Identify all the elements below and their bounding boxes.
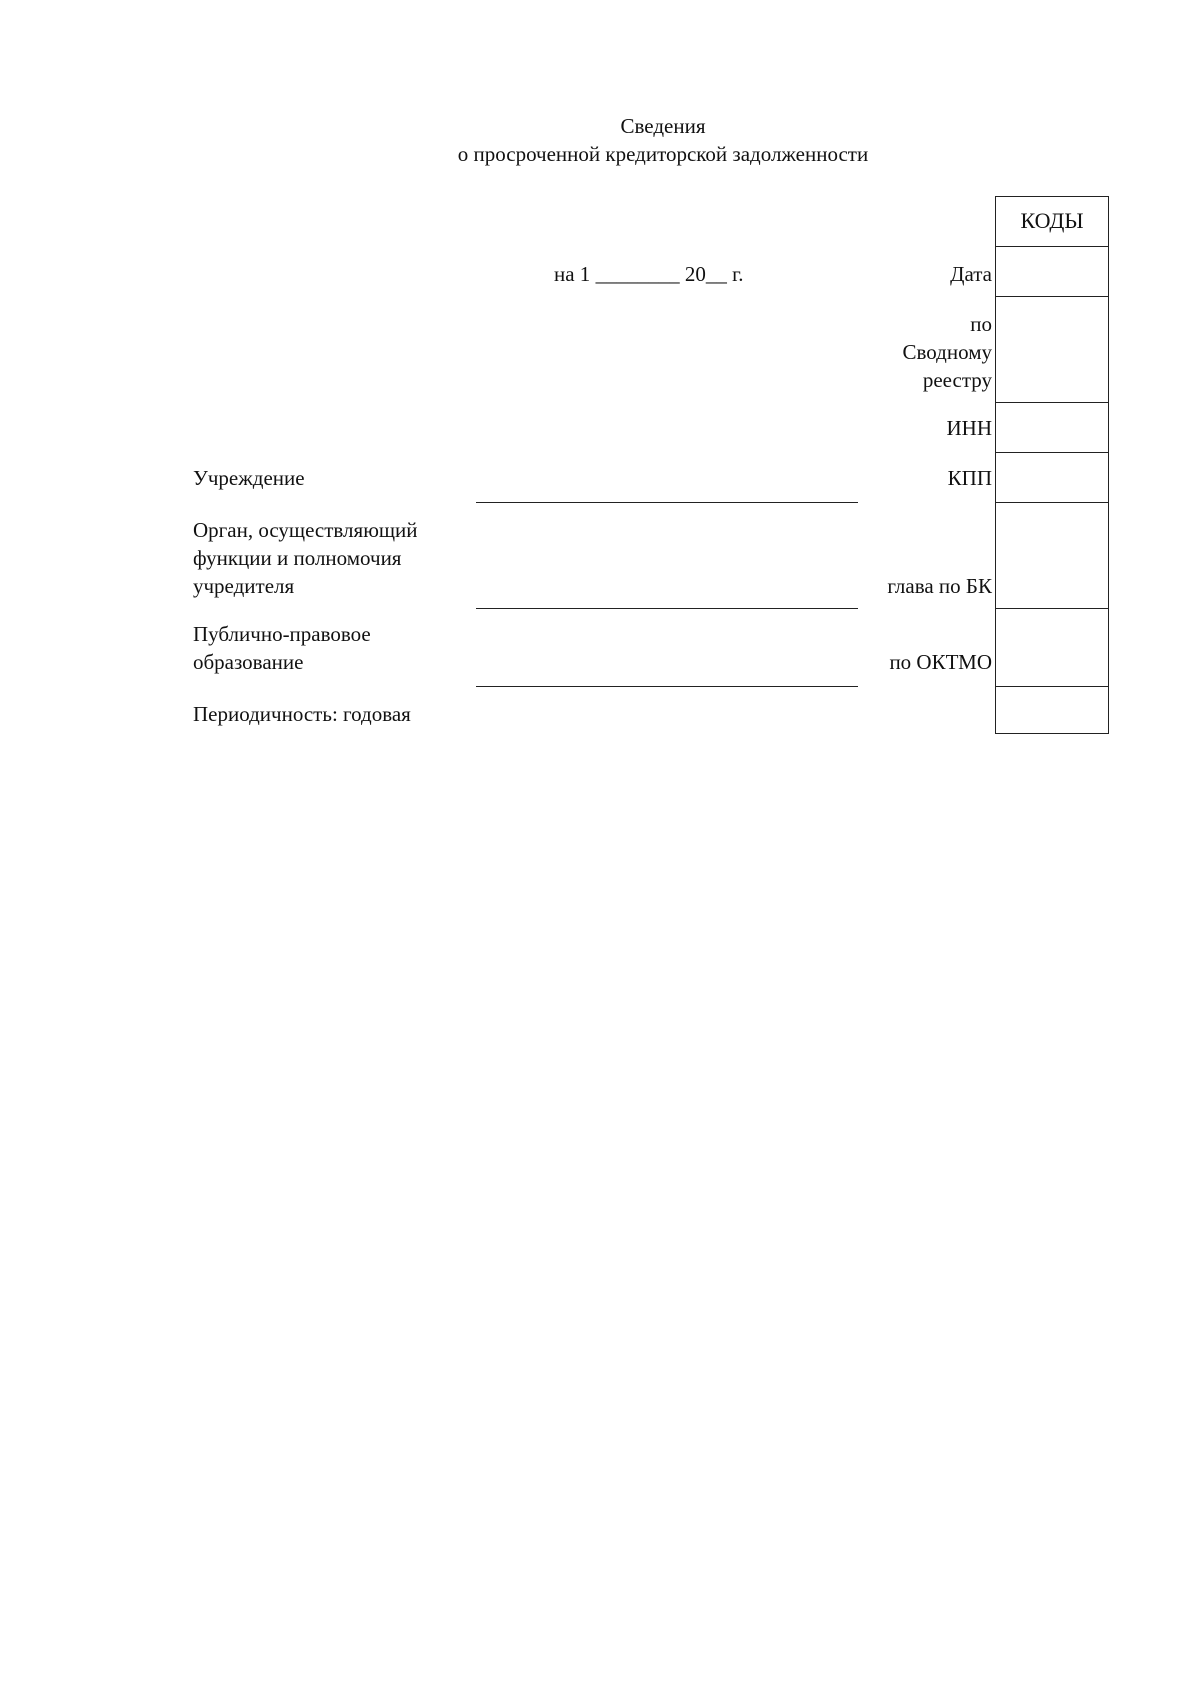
- codes-table: [995, 196, 1109, 734]
- code-cell-inn[interactable]: [996, 403, 1108, 453]
- code-cell-periodicity[interactable]: [996, 687, 1108, 733]
- label-institution: Учреждение: [193, 466, 305, 490]
- date-year-prefix[interactable]: 20__: [684, 262, 727, 286]
- organ-fill-line[interactable]: [476, 608, 858, 609]
- institution-fill-line[interactable]: [476, 502, 858, 503]
- date-month-blank[interactable]: ________: [595, 262, 680, 286]
- label-bk: глава по БК: [887, 574, 992, 598]
- date-suffix: г.: [732, 262, 744, 286]
- codes-header: КОДЫ: [996, 197, 1108, 247]
- label-public-line1: Публично-правовое: [193, 622, 371, 646]
- label-inn: ИНН: [946, 416, 992, 440]
- document-title-line1: Сведения: [620, 114, 706, 138]
- label-periodicity: Периодичность: годовая: [193, 702, 411, 726]
- code-cell-oktmo[interactable]: [996, 609, 1108, 687]
- code-cell-registry[interactable]: [996, 297, 1108, 403]
- date-prefix: на 1: [554, 262, 591, 286]
- label-registry-line3: реестру: [922, 368, 992, 392]
- label-date: Дата: [950, 262, 992, 286]
- label-organ-line2: функции и полномочия: [193, 546, 402, 570]
- document-title-line2: о просроченной кредиторской задолженности: [457, 142, 869, 166]
- code-cell-kpp[interactable]: [996, 453, 1108, 503]
- label-organ-line1: Орган, осуществляющий: [193, 518, 418, 542]
- code-cell-date[interactable]: [996, 247, 1108, 297]
- label-registry-line1: по: [970, 312, 992, 336]
- label-public-line2: образование: [193, 650, 304, 674]
- date-line: [554, 260, 744, 288]
- code-cell-bk[interactable]: [996, 503, 1108, 609]
- public-entity-fill-line[interactable]: [476, 686, 858, 687]
- label-organ-line3: учредителя: [193, 574, 295, 598]
- label-oktmo: по ОКТМО: [889, 650, 992, 674]
- label-registry-line2: Сводному: [902, 340, 992, 364]
- label-kpp: КПП: [947, 466, 992, 490]
